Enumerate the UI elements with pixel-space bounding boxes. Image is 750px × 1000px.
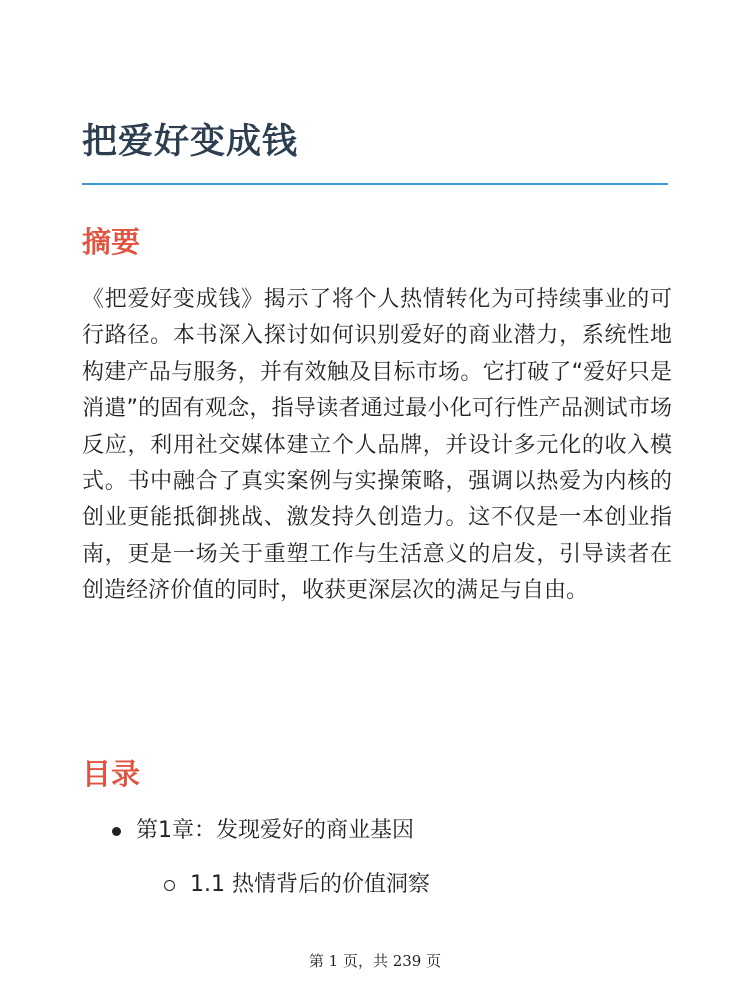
abstract-heading: 摘要: [82, 225, 141, 259]
title-divider: [82, 183, 668, 185]
toc-item-section-1-1[interactable]: [82, 868, 672, 902]
page-number: 第 1 页，共 239 页: [308, 952, 442, 970]
toc-heading: 目录: [82, 757, 141, 791]
abstract-paragraph: 《把爱好变成钱》揭示了将个人热情转化为可持续事业的可行路径。本书深入探讨如何识别爱好的商业潜力，系统性地构建产品与服务，并有效触及目标市场。它打破了“爱好只是消遣”的固有观念，指导读者通过最小化可行性产品测试市场反应，利用社交媒体建立个人品牌，并设计多元化的收入模式。书中融合了真实案例与实操策略，强调以热爱为内核的创业更能抵御挑战、激发持久创造力。这不仅是一本创业指南，更是一场关于重塑工作与生活意义的启发，引导读者在创造经济价值的同时，收获更深层次的满足与自由。: [82, 287, 672, 604]
document-title: 把爱好变成钱: [82, 122, 299, 162]
toc-item-label: 1.1 热情背后的价值洞察: [190, 872, 430, 897]
bullet-circle-icon: [164, 880, 175, 891]
toc-item-chapter-1[interactable]: [82, 814, 672, 848]
bullet-disc-icon: [112, 827, 121, 836]
toc-list: [82, 814, 672, 902]
toc-item-label: 第1章：发现爱好的商业基因: [136, 818, 414, 843]
